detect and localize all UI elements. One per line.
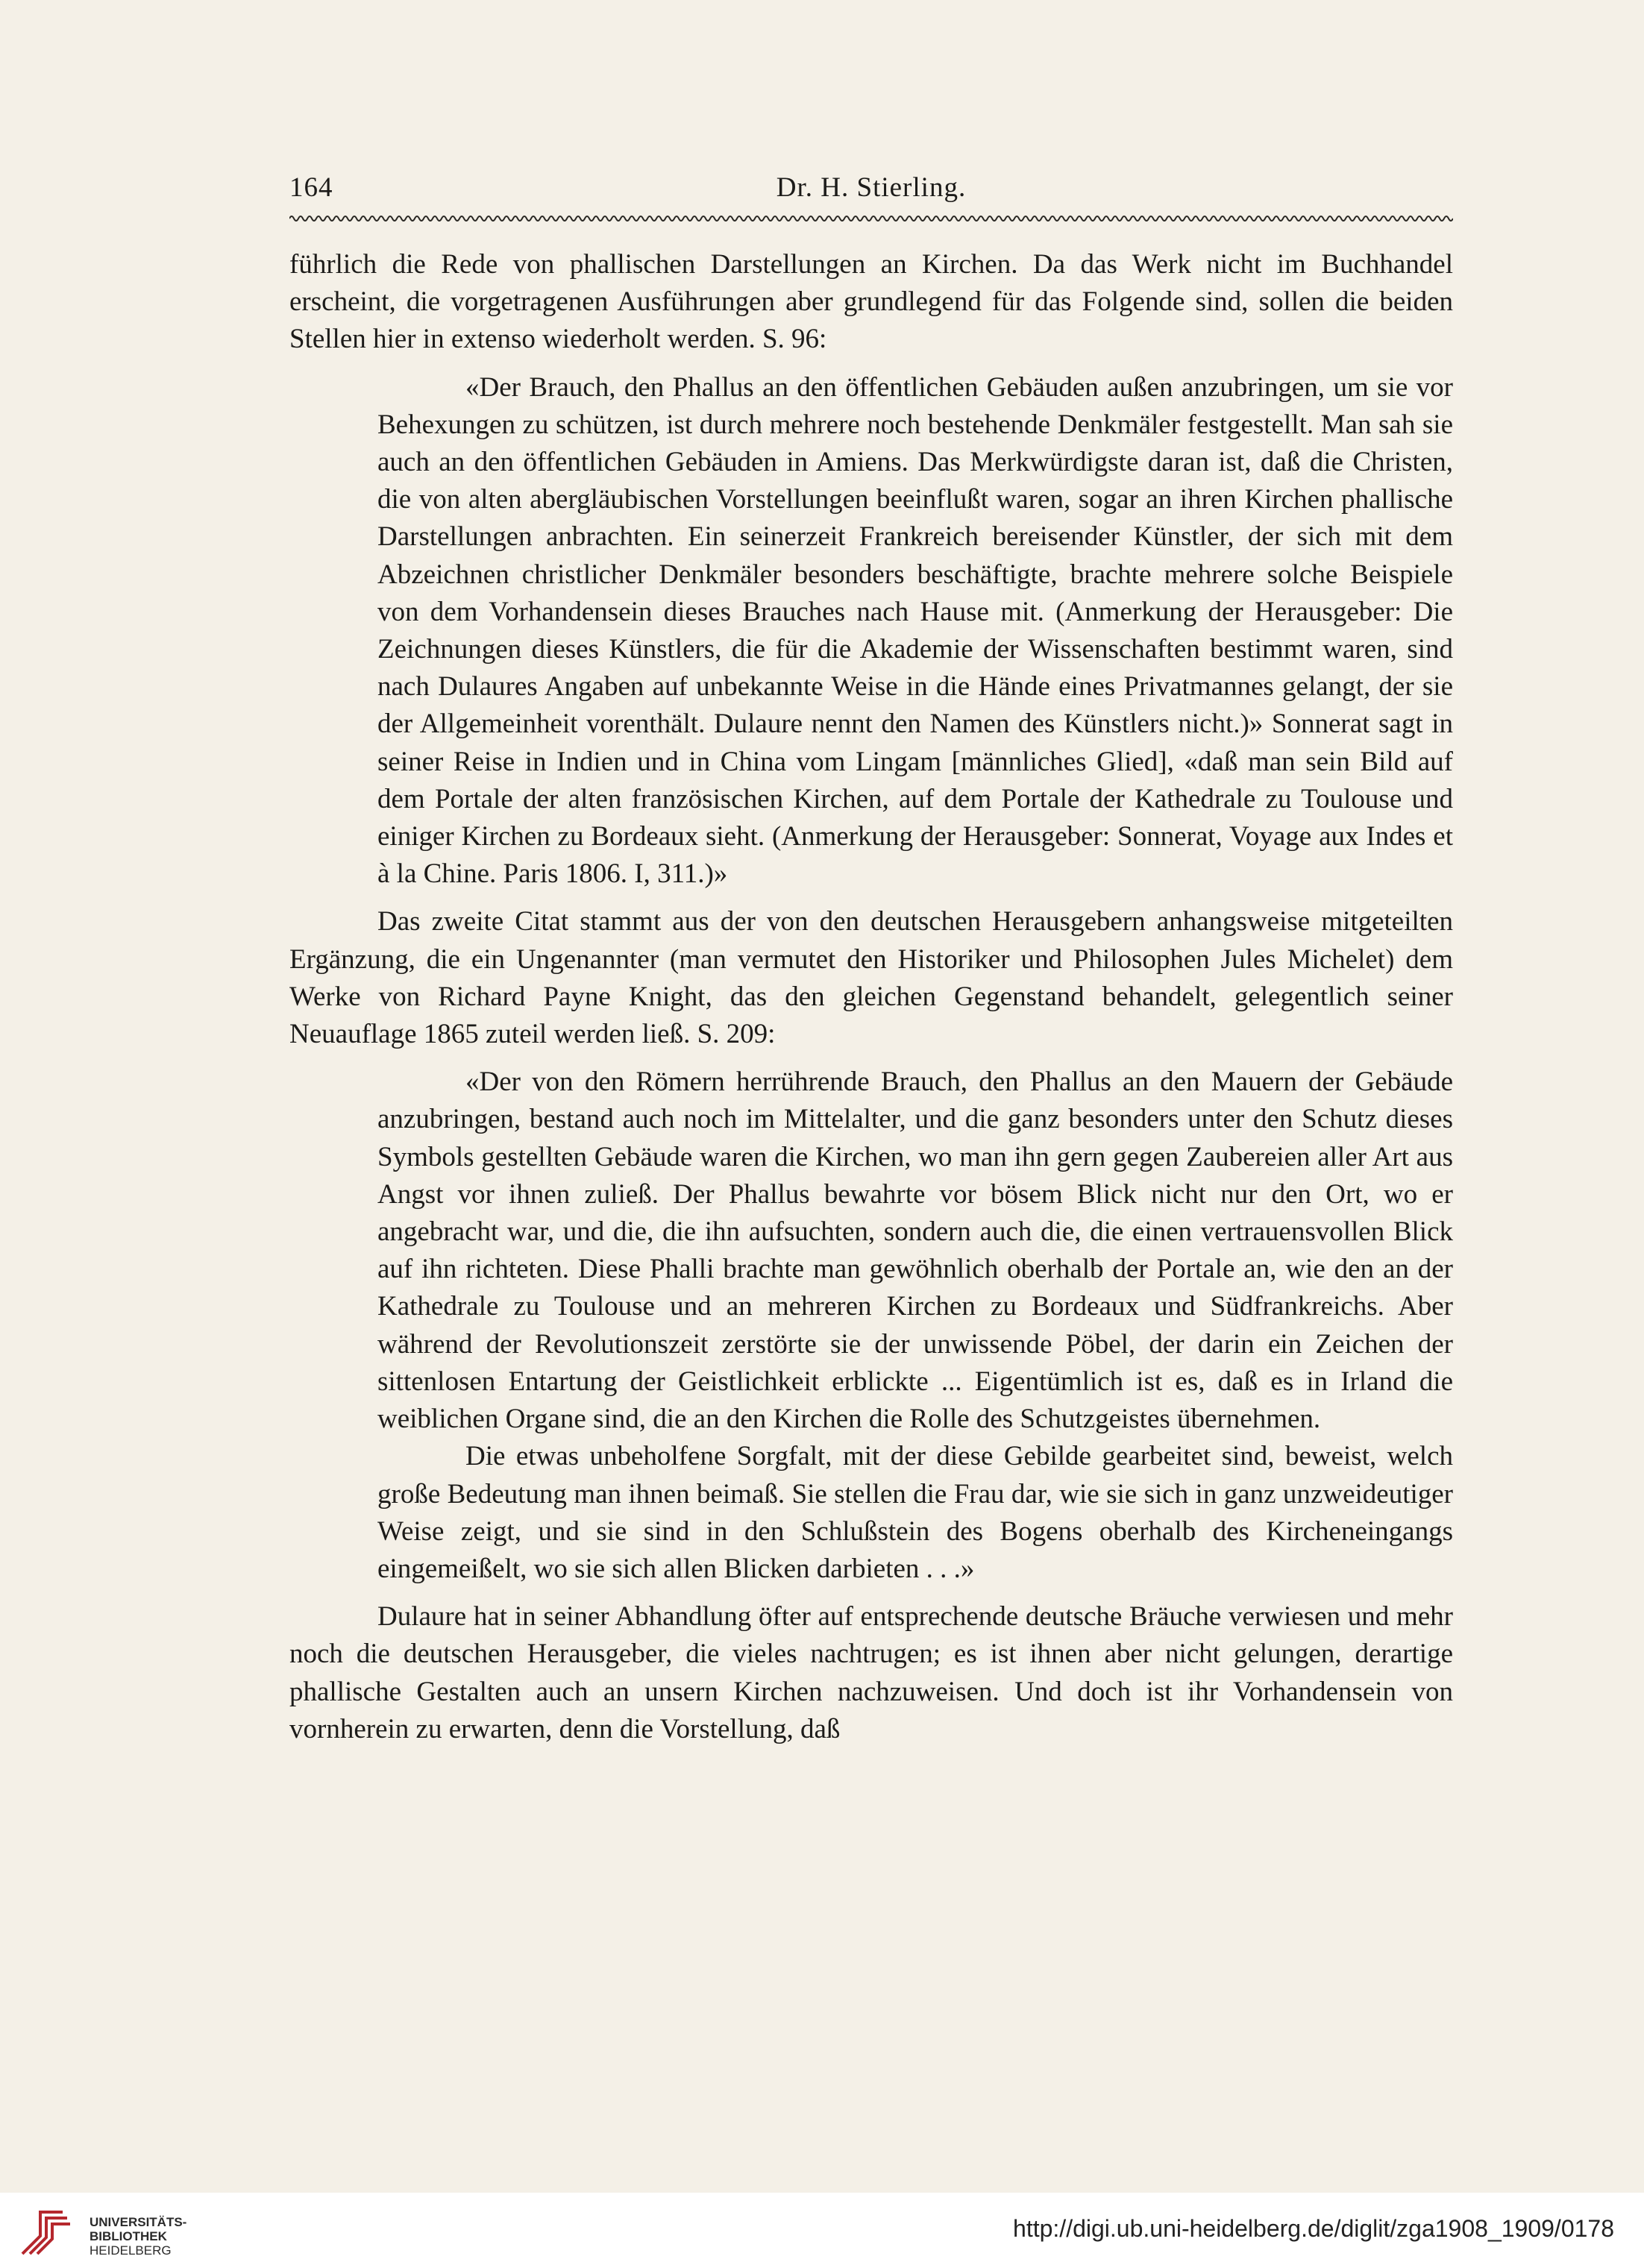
library-name-line-1: UNIVERSITÄTS- (90, 2215, 187, 2229)
library-logo-icon (18, 2206, 72, 2258)
paragraph-1: führlich die Rede von phallischen Darstellungen an Kirchen. Da das Werk nicht im Buchhandel erscheint, die vorgetragenen Ausführungen aber grundlegend für das Folgende sind, sollen die beiden Stellen hier in extenso wiederholt werden. S. 96: (289, 249, 1453, 355)
running-title: Dr. H. Stierling. (776, 172, 967, 203)
paragraph-3: Dulaure hat in seiner Abhandlung öfter auf entsprechende deutsche Bräuche verwiesen und mehr noch die deutschen Herausgeber, die vieles nachtrugen; es ist ihnen aber nicht gelungen, derartige phallische Gestalten auch an unsern Kirchen nachzuweisen. Und doch ist ihr Vorhandensein von vornherein zu erwarten, denn die Vorstellung, daß (289, 1601, 1453, 1744)
library-name-line-2: BIBLIOTHEK (90, 2229, 167, 2243)
library-logo[interactable] (18, 2206, 187, 2258)
body-text (289, 246, 1453, 1748)
library-name (90, 2215, 186, 2258)
paragraph-2: Das zweite Citat stammt aus der von den deutschen Herausgebern anhangsweise mitgeteilten Ergänzung, die ein Ungenannter (man vermutet den Historiker und Philosophen Jules Michelet) dem Werke von Richard Payne Knight, das den gleichen Gegenstand behandelt, gelegentlich seiner Neuauflage 1865 zuteil werden ließ. S. 209: (289, 906, 1453, 1050)
permalink-url[interactable]: http://digi.ub.uni-heidelberg.de/diglit/zga1908_1909/0178 (1013, 2215, 1614, 2242)
quotation-2: «Der von den Römern herrührende Brauch, den Phallus an den Mauern der Gebäude anzubringen, bestand auch noch im Mittelalter, und die ganz besonders unter den Schutz dieses Symbols gestellten Gebäude waren die Kirchen, wo man ihn gern gegen Zaubereien aller Art aus Angst vor ihnen zuließ. Der Phallus bewahrte vor bösem Blick nicht nur den Ort, wo er angebracht war, und die, die ihn aufsuchten, sondern auch die, die einen vertrauensvollen Blick auf ihn richteten. Diese Phalli brachte man gewöhnlich oberhalb der Portale an, wie den an der Kathedrale zu Toulouse und an mehreren Kirchen zu Bordeaux und Südfrankreichs. Aber während der Revolutionszeit zerstörte sie der unwissende Pöbel, der darin ein Zeichen der sittenlosen Entartung der Geistlichkeit erblickte ... Eigentümlich ist es, daß es in Irland die weiblichen Organe sind, die an den Kirchen die Rolle des Schutzgeistes übernehmen. (377, 1067, 1453, 1435)
page-number: 164 (289, 172, 333, 203)
quotation-1: «Der Brauch, den Phallus an den öffentlichen Gebäuden außen anzubringen, um sie vor Behexungen zu schützen, ist durch mehrere noch bestehende Denkmäler festgestellt. Man sah sie auch an den öffentlichen Gebäuden in Amiens. Das Merkwürdigste daran ist, daß die Christen, die von alten abergläubischen Vorstellungen beeinflußt waren, sogar an ihren Kirchen phallische Darstellungen anbrachten. Ein seinerzeit Frankreich bereisender Künstler, der sich mit dem Abzeichnen christlicher Denkmäler besonders beschäftigte, brachte mehrere solche Beispiele von dem Vorhandensein dieses Brauches nach Hause mit. (Anmerkung der Herausgeber: Die Zeichnungen dieses Künstlers, die für die Akademie der Wissenschaften bestimmt waren, sind nach Dulaures Angaben auf unbekannte Weise in die Hände eines Privatmannes gelangt, der sie der Allgemeinheit vorenthält. Dulaure nennt den Namen des Künstlers nicht.)» Sonnerat sagt in seiner Reise in Indien und in China vom Lingam [männliches Glied], «daß man sein Bild auf dem Portale der alten französischen Kirchen, auf dem Portale der Kathedrale zu Toulouse und einiger Kirchen zu Bordeaux sieht. (Anmerkung der Herausgeber: Sonnerat, Voyage aux Indes et à la Chine. Paris 1806. I, 311.)» (377, 371, 1453, 890)
header-wavy-rule (289, 212, 1453, 225)
page-header (289, 172, 1453, 216)
library-footer (0, 2193, 1644, 2268)
library-name-line-3: HEIDELBERG (90, 2243, 172, 2258)
quotation-2-continued: Die etwas unbeholfene Sorgfalt, mit der diese Gebilde gearbeitet sind, beweist, welch große Bedeutung man ihnen beimaß. Sie stellen die Frau dar, wie sie sich in ganz unzweideutiger Weise zeigt, und sie sind in den Schlußstein des Bogens oberhalb des Kircheneingangs eingemeißelt, wo sie sich allen Blicken darbieten . . .» (377, 1441, 1453, 1584)
